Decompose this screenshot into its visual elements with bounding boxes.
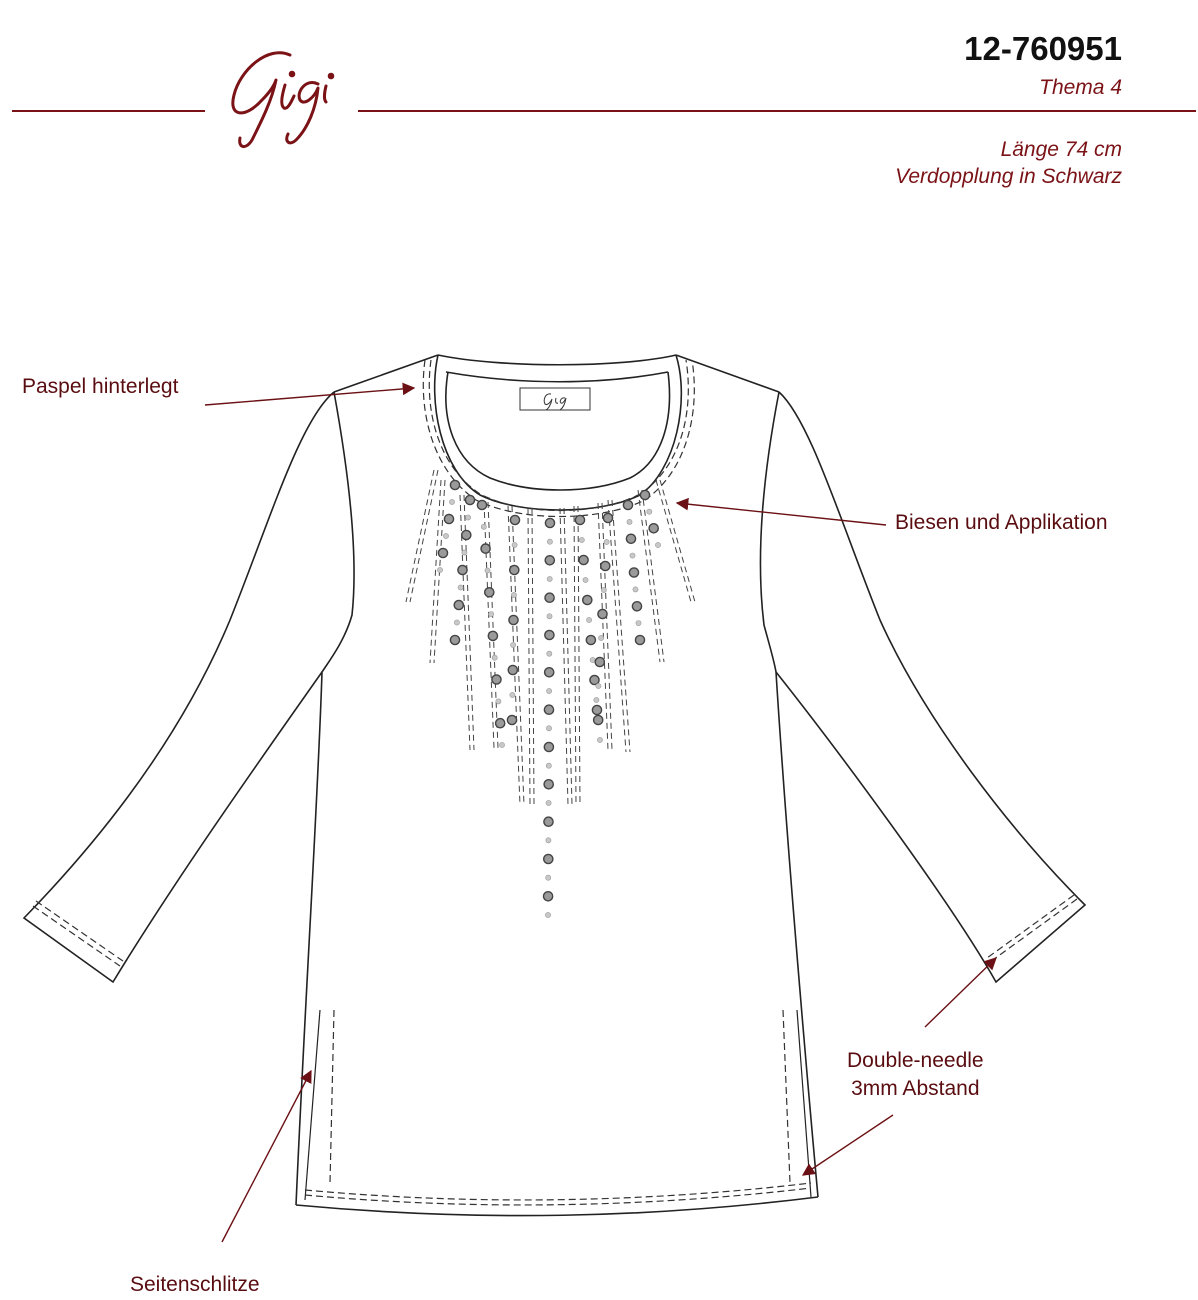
brand-logo xyxy=(233,53,333,147)
applique-bead xyxy=(601,561,610,570)
applique-bead xyxy=(545,668,554,677)
applique-bead xyxy=(544,892,553,901)
callout-biesen: Biesen und Applikation xyxy=(895,511,1108,534)
pintuck-line xyxy=(578,506,580,805)
applique-bead xyxy=(595,657,604,666)
applique-bead xyxy=(597,737,602,742)
applique-bead xyxy=(579,537,584,542)
applique-bead xyxy=(546,763,551,768)
applique-bead xyxy=(579,555,588,564)
applique-bead xyxy=(454,600,463,609)
applique-bead xyxy=(489,612,494,617)
applique-bead xyxy=(635,635,644,644)
applique-bead xyxy=(626,534,635,543)
callout-double-needle-line1: Double-needle xyxy=(847,1049,984,1072)
applique-bead xyxy=(604,539,609,544)
applique-bead xyxy=(481,544,490,553)
applique-bead xyxy=(603,513,612,522)
applique-bead xyxy=(547,539,552,544)
applique-bead xyxy=(544,742,553,751)
applique-bead xyxy=(547,688,552,693)
applique-bead xyxy=(599,635,604,640)
applique-bead xyxy=(547,614,552,619)
applique-bead xyxy=(465,495,474,504)
applique-bead xyxy=(586,635,595,644)
applique-bead xyxy=(512,542,517,547)
applique-bead xyxy=(462,550,467,555)
spec-doubling: Verdopplung in Schwarz xyxy=(895,165,1122,188)
applique-bead xyxy=(655,542,660,547)
applique-bead xyxy=(450,480,459,489)
applique-bead xyxy=(544,854,553,863)
applique-bead xyxy=(623,500,632,509)
applique-bead xyxy=(583,577,588,582)
pintuck-line xyxy=(656,480,691,602)
applique-bead xyxy=(545,912,550,917)
arrow-double-hem xyxy=(803,1115,893,1175)
theme-label: Thema 4 xyxy=(1039,76,1122,99)
applique-bead xyxy=(583,595,592,604)
applique-bead xyxy=(462,530,471,539)
applique-bead xyxy=(647,509,652,514)
applique-bead xyxy=(509,615,518,624)
applique-bead xyxy=(649,524,658,533)
pintuck-line xyxy=(560,508,568,805)
callout-seitenschlitze: Seitenschlitze xyxy=(130,1273,260,1296)
applique-bead xyxy=(510,642,515,647)
applique-bead xyxy=(511,592,516,597)
applique-bead xyxy=(492,655,497,660)
applique-bead xyxy=(492,675,501,684)
applique-bead xyxy=(477,500,486,509)
applique-bead xyxy=(547,576,552,581)
applique-bead xyxy=(629,568,638,577)
applique-bead xyxy=(450,635,459,644)
applique-bead xyxy=(575,515,584,524)
applique-bead xyxy=(601,587,606,592)
applique-bead xyxy=(598,609,607,618)
applique-bead xyxy=(587,617,592,622)
applique-bead xyxy=(545,556,554,565)
applique-bead xyxy=(633,587,638,592)
applique-bead xyxy=(488,631,497,640)
applique-bead xyxy=(496,699,501,704)
applique-bead xyxy=(481,524,486,529)
applique-bead xyxy=(510,692,515,697)
applique-bead xyxy=(499,742,504,747)
pintuck-line xyxy=(660,480,695,602)
pintuck-line xyxy=(410,470,438,602)
pintuck-line xyxy=(528,508,530,805)
applique-bead xyxy=(545,630,554,639)
applique-bead xyxy=(636,621,641,626)
arrow-biesen xyxy=(677,503,886,525)
applique-bead xyxy=(544,780,553,789)
applique-bead xyxy=(632,602,641,611)
applique-bead xyxy=(546,875,551,880)
pintuck-line xyxy=(574,506,576,805)
spec-length: Länge 74 cm xyxy=(1000,138,1122,161)
article-number: 12-760951 xyxy=(964,30,1122,67)
applique-bead xyxy=(547,651,552,656)
applique-bead xyxy=(496,719,505,728)
applique-bead xyxy=(443,533,448,538)
applique-bead xyxy=(438,548,447,557)
applique-bead xyxy=(545,593,554,602)
applique-bead xyxy=(458,565,467,574)
applique-bead xyxy=(596,683,601,688)
applique-bead xyxy=(507,715,516,724)
applique-bead xyxy=(485,568,490,573)
callout-arrows xyxy=(205,388,996,1242)
applique-bead xyxy=(508,665,517,674)
applique-bead xyxy=(444,514,453,523)
neck-label xyxy=(520,388,590,410)
applique-bead xyxy=(545,518,554,527)
pintuck-line xyxy=(564,508,572,805)
callout-paspel: Paspel hinterlegt xyxy=(22,375,179,398)
arrow-double-cuff xyxy=(925,958,996,1027)
callout-double-needle xyxy=(847,1047,984,1103)
applique-bead xyxy=(627,519,632,524)
applique-bead xyxy=(546,800,551,805)
arrow-paspel xyxy=(205,388,414,405)
applique-bead xyxy=(640,490,649,499)
applique-bead xyxy=(510,515,519,524)
applique-bead xyxy=(510,565,519,574)
applique-bead xyxy=(594,715,603,724)
applique-bead xyxy=(449,499,454,504)
applique-bead xyxy=(437,567,442,572)
applique-bead xyxy=(485,588,494,597)
callout-double-needle-line2: 3mm Abstand xyxy=(851,1077,980,1100)
applique-bead xyxy=(458,585,463,590)
pintuck-line xyxy=(406,470,434,602)
applique-bead xyxy=(546,726,551,731)
applique-bead xyxy=(546,838,551,843)
applique-bead xyxy=(630,553,635,558)
applique-beads xyxy=(437,480,660,917)
pintuck-line xyxy=(532,508,534,805)
pintuck-line xyxy=(642,490,664,662)
applique-bead xyxy=(592,705,601,714)
applique-bead xyxy=(544,705,553,714)
applique-bead xyxy=(544,817,553,826)
applique-bead xyxy=(594,697,599,702)
applique-bead xyxy=(454,620,459,625)
applique-bead xyxy=(466,515,471,520)
